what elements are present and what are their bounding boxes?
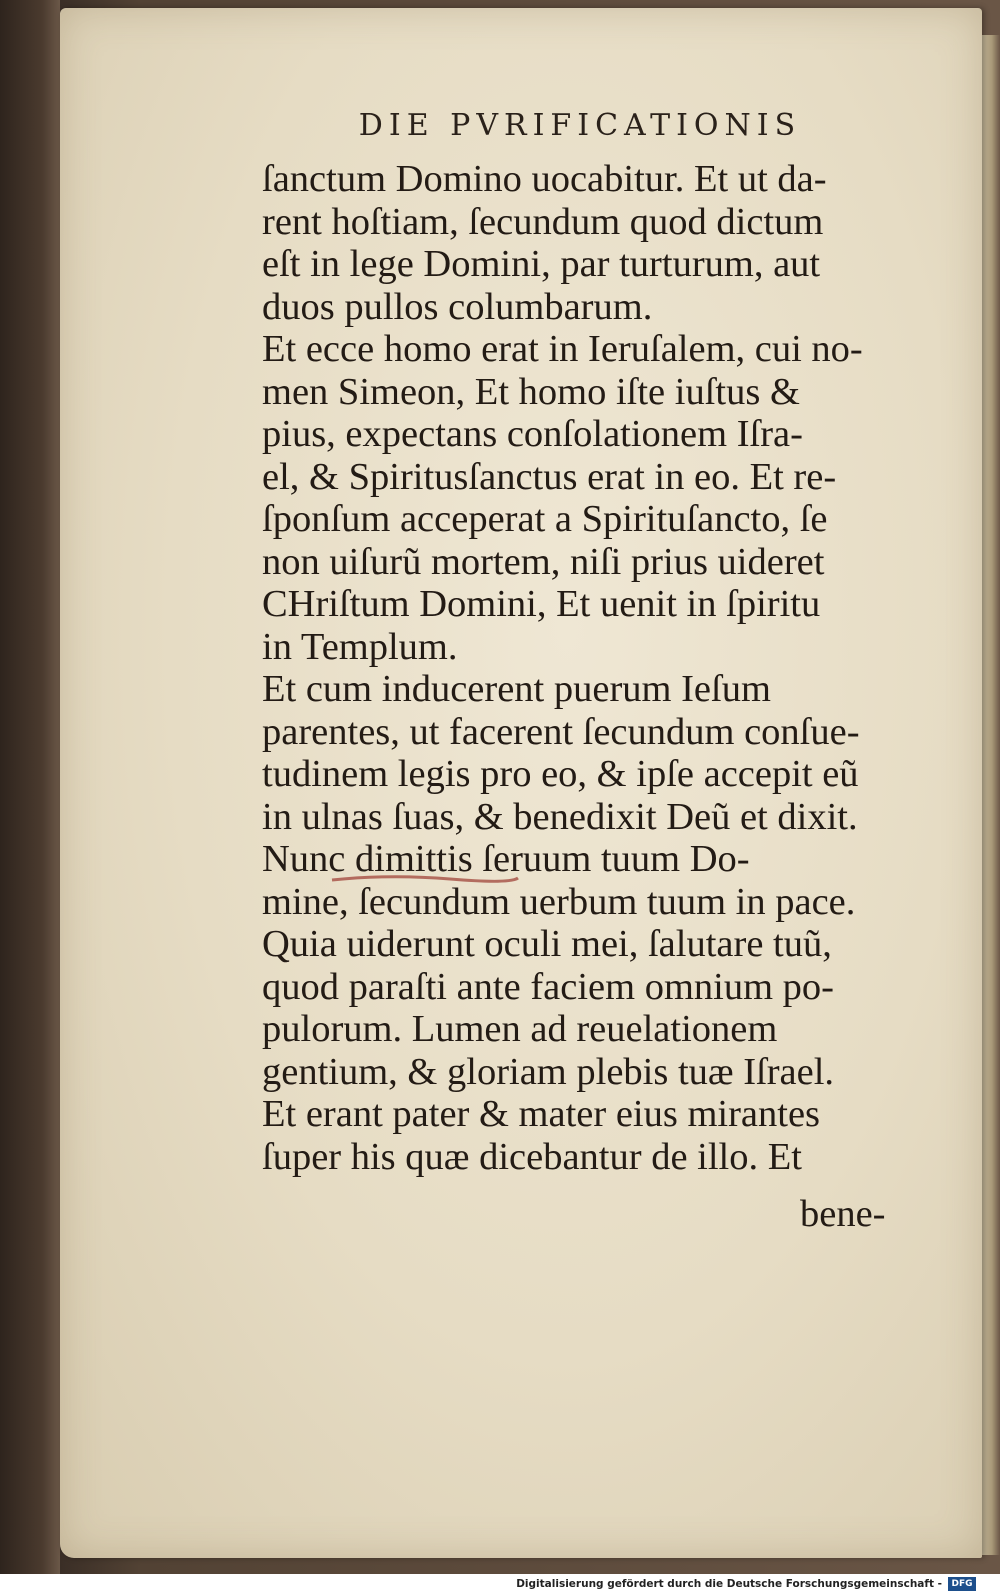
- text-line: tudinem legis pro eo, & ipſe accepit eũ: [262, 753, 859, 795]
- text-line: pius, expectans conſolationem Iſra-: [262, 413, 803, 455]
- text-line: ſponſum acceperat a Spirituſancto, ſe: [262, 498, 828, 540]
- text-line: Nunc dimittis ſeruum tuum Do-: [262, 838, 750, 880]
- text-line: Et ecce homo erat in Ieruſalem, cui no-: [262, 328, 863, 370]
- text-line: gentium, & gloriam plebis tuæ Iſrael.: [262, 1050, 835, 1093]
- text-line: non uiſurũ mortem, niſi prius uideret: [262, 540, 825, 583]
- text-line: Et cum inducerent puerum Ieſum: [262, 668, 771, 710]
- dfg-logo: DFG: [948, 1577, 976, 1591]
- text-line: mine, ſecundum uerbum tuum in pace.: [262, 880, 856, 923]
- text-line: ſuper his quæ dicebantur de illo. Et: [262, 1135, 802, 1178]
- text-line: duos pullos columbarum.: [262, 285, 653, 328]
- text-line: quod paraſti ante faciem omnium po-: [262, 965, 834, 1008]
- text-line: in ulnas ſuas, & benedixit Deũ et dixit.: [262, 795, 858, 838]
- catchword: bene-: [800, 1193, 886, 1235]
- page-edge: [980, 35, 1000, 1555]
- book-spine-shadow: [0, 0, 60, 1574]
- text-line: Quia uiderunt oculi mei, ſalutare tuũ,: [262, 923, 832, 965]
- text-line: men Simeon, Et homo iſte iuſtus &: [262, 370, 800, 413]
- text-line: el, & Spiritusſanctus erat in eo. Et re-: [262, 455, 837, 498]
- footer-bar: [0, 1574, 1000, 1596]
- text-line: parentes, ut facerent ſecundum conſue-: [262, 710, 860, 753]
- funding-credit: Digitalisierung gefördert durch die Deutsche Forschungsgemeinschaft -: [516, 1578, 942, 1590]
- text-line: eſt in lege Domini, par turturum, aut: [262, 243, 821, 285]
- running-head: DIE PVRIFICATIONIS: [358, 108, 802, 143]
- text-line: rent hoſtiam, ſecundum quod dictum: [262, 200, 824, 243]
- body-text: [262, 158, 942, 1178]
- text-line: in Templum.: [262, 625, 458, 668]
- text-line: Et erant pater & mater eius mirantes: [262, 1093, 821, 1135]
- text-line: ſanctum Domino uocabitur. Et ut da-: [262, 158, 827, 200]
- text-line: CHriſtum Domini, Et uenit in ſpiritu: [262, 583, 821, 625]
- text-line: pulorum. Lumen ad reuelationem: [262, 1008, 778, 1050]
